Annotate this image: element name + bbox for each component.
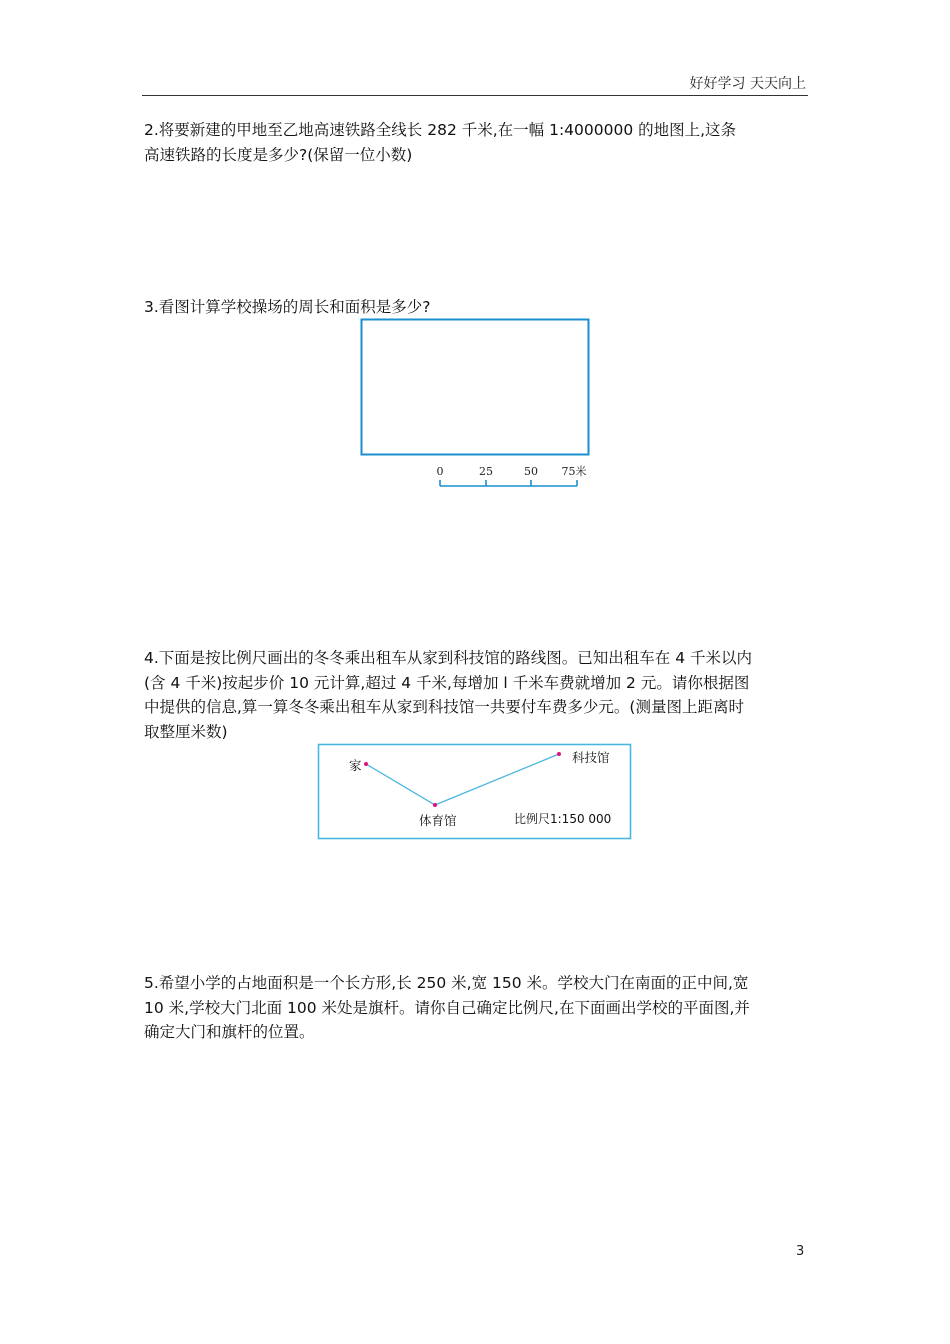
question-5: 5.希望小学的占地面积是一个长方形,长 250 米,宽 150 米。学校大门在南面的正中间,宽 10 米,学校大门北面 100 米处是旗杆。请你自己确定比例尺,在下面画出学校的平面图,并 确定大门和旗杆的位置。 xyxy=(144,974,750,1041)
route-line xyxy=(366,754,559,805)
playground-rectangle xyxy=(362,320,589,455)
home-label: 家 xyxy=(349,758,362,773)
scale-tick-25: 25 xyxy=(479,465,493,478)
scale-bar xyxy=(440,480,577,486)
scale-tick-50: 50 xyxy=(524,465,538,478)
scale-label: 比例尺1:150 000 xyxy=(514,812,612,826)
question-3: 3.看图计算学校操场的周长和面积是多少? xyxy=(144,298,431,316)
scale-tick-0: 0 xyxy=(436,465,444,478)
header-divider xyxy=(142,95,808,96)
gym-label: 体育馆 xyxy=(419,813,457,828)
scale-tick-75: 75米 xyxy=(561,465,587,478)
museum-label: 科技馆 xyxy=(572,750,610,765)
header-motto: 好好学习 天天向上 xyxy=(689,76,806,92)
question-4: 4.下面是按比例尺画出的冬冬乘出租车从家到科技馆的路线图。已知出租车在 4 千米以内 (含 4 千米)按起步价 10 元计算,超过 4 千米,每增加 l 千米车费就增加 2 元。请你根据图 中提供的信息,算一算冬冬乘出租车从家到科技馆一共要付车费多少元。(测量图上距离时 取整厘米数) xyxy=(144,649,753,741)
gym-point xyxy=(433,803,437,807)
museum-point xyxy=(557,752,561,756)
route-map-figure xyxy=(316,741,634,842)
question-2: 2.将要新建的甲地至乙地高速铁路全线长 282 千米,在一幅 1:4000000 的地图上,这条 高速铁路的长度是多少?(保留一位小数) xyxy=(144,121,737,164)
page-number: 3 xyxy=(796,1244,805,1259)
playground-figure xyxy=(355,314,600,494)
home-point xyxy=(364,762,368,766)
